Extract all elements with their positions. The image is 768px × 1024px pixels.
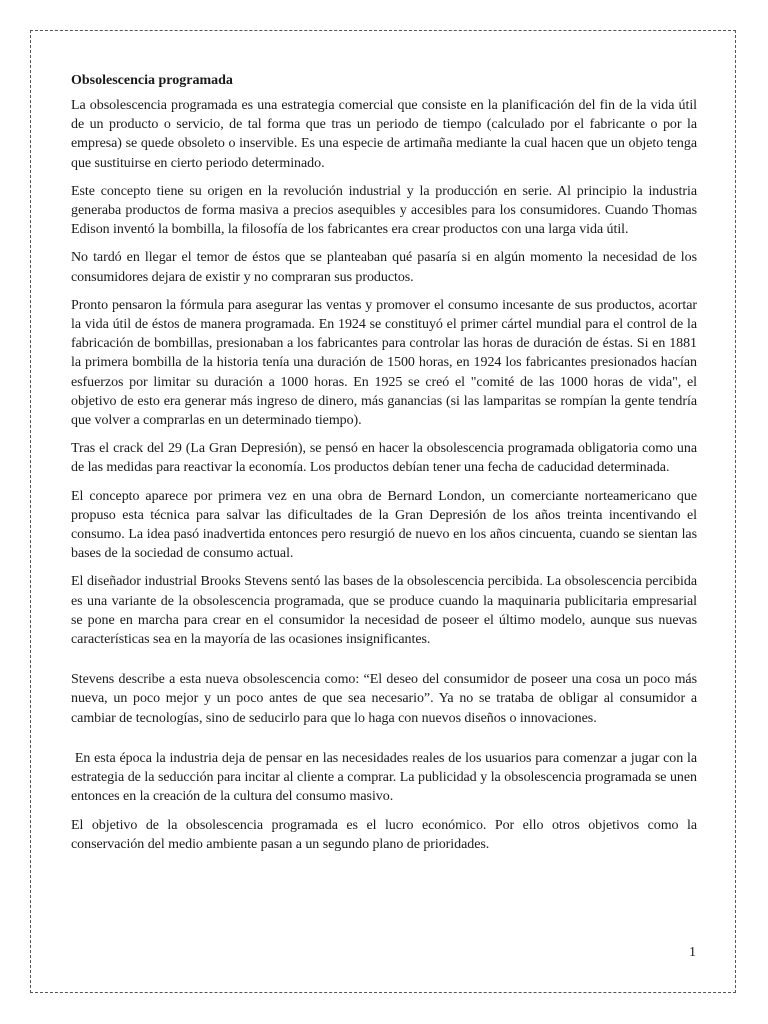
paragraph-crack-29: Tras el crack del 29 (La Gran Depresión), se pensó en hacer la obsolescencia programada obligatoria como una de las medidas para reactivar la economía. Los productos debían tener una fecha de caducidad determinada. bbox=[71, 441, 697, 476]
page-number: 1 bbox=[689, 945, 696, 960]
document-body bbox=[71, 72, 701, 863]
paragraph-stevens-quote: Stevens describe a esta nueva obsolescencia como: “El deseo del consumidor de poseer una cosa un poco más nueva, un poco mejor y un poco antes de que sea necesario”. Ya no se trataba de obligar al consumidor a cambiar de tecnologías, sino de seducirlo para que lo haga con nuevos diseños o innovaciones. bbox=[71, 672, 697, 726]
paragraph-bernard-london: El concepto aparece por primera vez en una obra de Bernard London, un comerciante norteamericano que propuso esta técnica para salvar las dificultades de la Gran Depresión de los años treinta incentivando el consumo. La idea pasó inadvertida entonces pero resurgió de nuevo en los años cincuenta, cuando se sientan las bases de la sociedad de consumo actual. bbox=[71, 488, 697, 562]
paragraph-fear: No tardó en llegar el temor de éstos que se planteaban qué pasaría si en algún momento la necesidad de los consumidores dejara de existir y no compraran sus productos. bbox=[71, 250, 697, 285]
paragraph-cartel: Pronto pensaron la fórmula para asegurar las ventas y promover el consumo incesante de sus productos, acortar la vida útil de éstos de manera programada. En 1924 se constituyó el primer cártel mundial para el control de la fabricación de bombillas, presionaban a los fabricantes para controlar las horas de duración de éstas. Si en 1881 la primera bombilla de la historia tenía una duración de 1500 horas, en 1924 los fabricantes presionados hacían esfuerzos por limitar su duración a 1000 horas. En 1925 se creó el "comité de las 1000 horas de vida", el objetivo de esto era generar más ingreso de dinero, más ganancias (si las lamparitas se rompían la gente tendría que volver a comprarlas en un determinado tiempo). bbox=[71, 297, 697, 429]
paragraph-origin: Este concepto tiene su origen en la revolución industrial y la producción en serie. Al principio la industria generaba productos de forma masiva a precios asequibles y accesibles para los consumidores. Cuando Thomas Edison inventó la bombilla, la filosofía de los fabricantes era crear productos con una larga vida útil. bbox=[71, 183, 697, 238]
document-title: Obsolescencia programada bbox=[71, 73, 233, 88]
paragraph-brooks-stevens: El diseñador industrial Brooks Stevens sentó las bases de la obsolescencia percibida. La obsolescencia percibida es una variante de la obsolescencia programada, que se produce cuando la maquinaria publicitaria empresarial se pone en marcha para crear en el consumidor la necesidad de poseer el último modelo, aunque sus nuevas características sea en la mayoría de las ocasiones insignificantes. bbox=[71, 574, 697, 648]
paragraph-definition: La obsolescencia programada es una estrategia comercial que consiste en la planificación del fin de la vida útil de un producto o servicio, de tal forma que tras un periodo de tiempo (calculado por el fabricante o por la empresa) se quede obsoleto o inservible. Es una especie de artimaña mediante la cual hacen que un objeto tenga que sustituirse en cierto periodo determinado. bbox=[71, 98, 697, 171]
paragraph-seduction: En esta época la industria deja de pensar en las necesidades reales de los usuarios para comenzar a jugar con la estrategia de la seducción para incitar al cliente a comprar. La publicidad y la obsolescencia programada se unen entonces en la creación de la cultura del consumo masivo. bbox=[71, 750, 701, 805]
paragraph-objective: El objetivo de la obsolescencia programada es el lucro económico. Por ello otros objetivos como la conservación del medio ambiente pasan a un segundo plano de prioridades. bbox=[71, 817, 697, 852]
